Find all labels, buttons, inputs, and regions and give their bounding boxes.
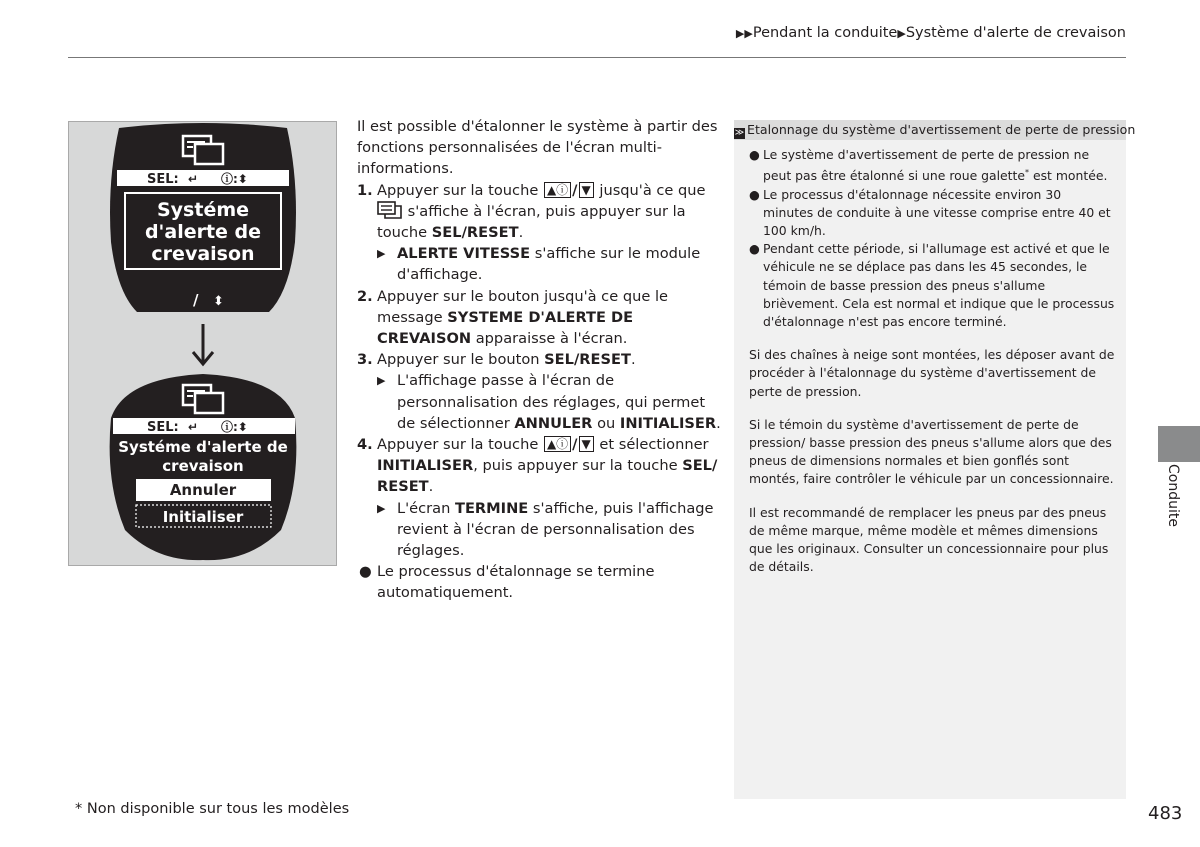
result-arrow-icon: ▶ xyxy=(377,374,386,388)
intro-paragraph: Il est possible d'étalonner le système à partir des fonctions personnalisées de l'écran multi-informations. xyxy=(357,118,718,178)
step-1-result: ▶ ALERTE VITESSE s'affiche sur le module d'affichage. xyxy=(377,245,701,284)
section-tab-marker xyxy=(1158,426,1200,462)
step-2: 2. Appuyer sur le bouton jusqu'à ce que le message SYSTEME D'ALERTE DE CREVAISON apparaisse à l'écran. xyxy=(357,287,668,348)
bullet-icon: ● xyxy=(359,563,372,581)
info-icon: ⓘ:⬍ xyxy=(221,172,248,186)
result-arrow-icon: ▶ xyxy=(377,247,386,261)
footnote: * Non disponible sur tous les modèles xyxy=(75,801,350,817)
list-item: ● Le processus d'étalonnage nécessite environ 30 minutes de conduite à une vitesse comprise entre 40 et 100 km/h. xyxy=(749,186,1111,238)
list-item: ● Pendant cette période, si l'allumage est activé et que le véhicule ne se déplace pas dans les 45 secondes, le témoin de basse pression des pneus s'allume brièvement. Cela est normal et indique que le processus d'étalonnage n'est pas encore terminé. xyxy=(749,241,1115,329)
sidebar-paragraph: Il est recommandé de remplacer les pneus par des pneus de même marque, même modèle et mêmes dimensions que les originaux. Consulter un concessionnaire pour plus de détails. xyxy=(749,504,1109,575)
screen1-title-line3: crevaison xyxy=(151,243,255,265)
enter-icon: ↵ xyxy=(188,172,199,186)
down-arrow-icon xyxy=(193,324,213,364)
section-tab-label: Conduite xyxy=(1165,464,1181,527)
screen2-title-line2: crevaison xyxy=(162,457,244,475)
screen-1 xyxy=(110,123,296,312)
page-number: 483 xyxy=(1148,803,1183,824)
sel-label: SEL: xyxy=(147,172,179,187)
step-3: 3. Appuyer sur le bouton SEL/RESET. xyxy=(357,351,636,369)
arrow-icon: ▶ xyxy=(897,27,906,40)
header-divider xyxy=(68,57,1126,58)
sidebar-paragraph: Si le témoin du système d'avertissement de perte de pression/ basse pression des pneus s'allume alors que des pneus de dimensions normales et bien gonflés sont montés, faire contrôler le véhicule par un concessionnaire. xyxy=(749,416,1114,487)
reference-icon: ≫ xyxy=(734,128,745,138)
screen1-title-line2: d'alerte de xyxy=(144,221,262,243)
bullet-icon: ● xyxy=(749,241,760,257)
final-note: ● Le processus d'étalonnage se termine automatiquement. xyxy=(359,563,655,602)
screen-2 xyxy=(110,374,297,560)
sidebar-bullet-list xyxy=(749,146,1115,331)
main-instructions xyxy=(357,116,727,604)
screen2-title-line1: Systéme d'alerte de xyxy=(118,438,288,456)
step-3-result: ▶ L'affichage passe à l'écran de personnalisation des réglages, qui permet de sélectionner ANNULER ou INITIALISER. xyxy=(377,372,721,432)
breadcrumb-section: Pendant la conduite xyxy=(752,25,898,41)
up-down-icon: ⬍ xyxy=(213,294,224,309)
sidebar-title: ≫ Etalonnage du système d'avertissement de perte de pression xyxy=(734,122,1136,138)
option-cancel: Annuler xyxy=(169,481,237,499)
breadcrumb-page: Système d'alerte de crevaison xyxy=(905,25,1126,41)
sel-label: SEL: xyxy=(147,420,179,435)
down-key-icon: ▼ xyxy=(579,436,594,452)
sidebar-notes xyxy=(734,120,1136,799)
sidebar-paragraph: Si des chaînes à neige sont montées, les déposer avant de procéder à l'étalonnage du système d'avertissement de perte de pression. xyxy=(749,347,1115,399)
sidebar-body xyxy=(749,146,1115,576)
up-info-key-icon: ▲ⓘ xyxy=(544,436,571,452)
enter-icon: ↵ xyxy=(188,420,199,434)
bullet-icon: ● xyxy=(749,186,760,202)
display-illustration xyxy=(68,121,337,566)
breadcrumb xyxy=(736,25,1126,41)
up-info-key-icon: ▲ⓘ xyxy=(544,182,571,198)
double-arrow-icon: ▶▶ xyxy=(735,27,753,40)
list-item: ● Le système d'avertissement de perte de pression ne peut pas être étalonné si une roue galette* est montée. xyxy=(749,147,1108,184)
bullet-icon: ● xyxy=(749,147,760,162)
step-1: 1. Appuyer sur la touche ▲ⓘ / ▼ jusqu'à ce que s'affiche à l'écran, puis appuyer sur la touche SEL/RESET. xyxy=(357,181,706,242)
info-icon: ⓘ:⬍ xyxy=(221,420,248,434)
step-4-result: ▶ L'écran TERMINE s'affiche, puis l'affichage revient à l'écran de personnalisation des réglages. xyxy=(377,499,714,560)
screen1-title-line1: Systéme xyxy=(156,199,250,221)
result-arrow-icon: ▶ xyxy=(377,501,386,515)
option-init: Initialiser xyxy=(162,508,244,526)
info-menu-icon xyxy=(377,201,403,219)
down-key-icon: ▼ xyxy=(579,182,594,198)
step-4: 4. Appuyer sur la touche ▲ⓘ / ▼ et sélectionner INITIALISER, puis appuyer sur la touche SEL/ RESET. xyxy=(357,436,718,496)
screen1-slash: / xyxy=(193,291,199,309)
display-screens-diagram xyxy=(69,122,338,567)
